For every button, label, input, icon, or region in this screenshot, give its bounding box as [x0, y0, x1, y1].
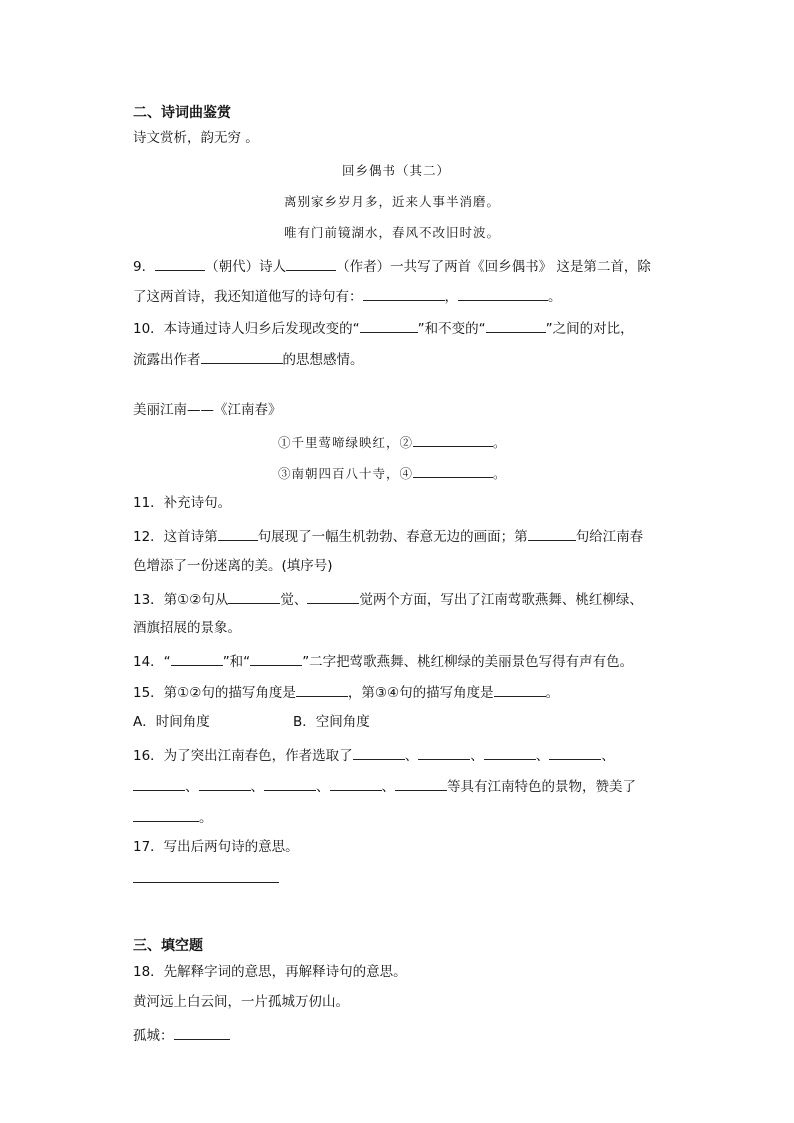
q9-text3: 了这两首诗，我还知道他写的诗句有： [133, 289, 363, 305]
q16-sep: 、 [185, 779, 199, 795]
q16-blank-9[interactable] [395, 776, 447, 791]
question-16-line1 [133, 745, 615, 765]
q14-blank-2[interactable] [250, 651, 302, 666]
poem2-blank-2[interactable] [413, 432, 493, 447]
question-18-term [133, 1025, 230, 1045]
q9-end: 。 [548, 289, 562, 305]
question-18-title: 18．先解释字词的意思，再解释诗句的意思。 [133, 964, 407, 980]
q16-sep: 、 [470, 748, 484, 764]
q9-dynasty-blank[interactable] [155, 256, 205, 271]
q12-text3: 句给江南春 [575, 529, 644, 545]
q16-blank-4[interactable] [549, 745, 601, 760]
q9-poem-blank-2[interactable] [458, 286, 548, 301]
q13-text3: 觉两个方面，写出了江南莺歌燕舞、桃红柳绿、 [359, 592, 643, 608]
q16-text1: 16．为了突出江南春色，作者选取了 [133, 748, 353, 764]
q18-term-blank[interactable] [174, 1025, 230, 1040]
q10-text2: ”和不变的“ [417, 321, 486, 337]
q9-text1: （朝代）诗人 [205, 259, 287, 275]
q10-text1: 10．本诗通过诗人归乡后发现改变的“ [133, 321, 360, 337]
q9-poem-blank-1[interactable] [363, 286, 445, 301]
q15-text2: ，第③④句的描写角度是 [347, 685, 494, 701]
question-13-line2: 酒旗招展的景象。 [133, 620, 241, 636]
q16-blank-6[interactable] [199, 776, 251, 791]
q16-sep: 、 [601, 748, 615, 764]
q13-text1: 13．第①②句从 [133, 592, 229, 608]
q13-blank-2[interactable] [307, 589, 359, 604]
section-2-intro: 诗文赏析，韵无穷 。 [133, 130, 259, 146]
q9-sep: ， [444, 289, 458, 305]
q14-text1: 14．“ [133, 654, 171, 670]
q12-text2: 句展现了一幅生机勃勃、春意无边的画面；第 [257, 529, 528, 545]
q17-answer-line[interactable] [133, 882, 279, 883]
q16-blank-3[interactable] [484, 745, 536, 760]
q14-text3: ”二字把莺歌燕舞、桃红柳绿的美丽景色写得有声有色。 [302, 654, 634, 670]
poem2-line1 [278, 432, 507, 452]
q16-blank-5[interactable] [133, 776, 185, 791]
q10-text5: 的思想感情。 [282, 352, 364, 368]
poem2-line2 [278, 463, 507, 483]
q16-blank-2[interactable] [418, 745, 470, 760]
q10-unchanged-blank[interactable] [486, 318, 546, 333]
question-12-line2: 色增添了一份迷离的美。(填序号) [133, 558, 333, 574]
poem1-line1: 离别家乡岁月多，近来人事半消磨。 [284, 194, 501, 209]
poem2-title: 美丽江南——《江南春》 [133, 402, 282, 418]
q15-text3: 。 [545, 685, 560, 701]
q12-blank-1[interactable] [218, 526, 258, 541]
poem2-line2-text: ③南朝四百八十寺，④ [278, 466, 414, 481]
question-16-line3 [133, 807, 213, 827]
q16-sep: 、 [316, 779, 330, 795]
question-10-line1 [133, 318, 634, 338]
poem2-blank-4[interactable] [413, 463, 493, 478]
q16-blank-10[interactable] [133, 807, 199, 822]
q9-text2: （作者）一共写了两首《回乡偶书》 这是第二首，除 [336, 259, 651, 275]
q12-text1: 12．这首诗第 [133, 529, 218, 545]
q16-text2: 等具有江南特色的景物，赞美了 [447, 779, 636, 795]
q9-number: 9． [133, 259, 156, 275]
q15-option-b[interactable]: B．空间角度 [293, 714, 370, 730]
question-17: 17．写出后两句诗的意思。 [133, 839, 299, 855]
poem1-title: 回乡偶书（其二） [342, 163, 451, 178]
q10-feeling-blank[interactable] [201, 349, 283, 364]
q16-blank-1[interactable] [353, 745, 405, 760]
question-11: 11．补充诗句。 [133, 495, 232, 511]
q14-text2: ”和“ [222, 654, 251, 670]
section-3-title: 三、填空题 [133, 938, 203, 954]
question-16-line2 [133, 776, 636, 796]
q16-sep: 、 [381, 779, 395, 795]
q16-sep: 、 [404, 748, 419, 764]
q12-blank-2[interactable] [528, 526, 576, 541]
q13-blank-1[interactable] [228, 589, 280, 604]
q10-text3: ”之间的对比， [545, 321, 634, 337]
q15-blank-1[interactable] [296, 682, 348, 697]
q15-option-a[interactable]: A．时间角度 [133, 714, 210, 730]
poem2-line2-end: 。 [493, 466, 507, 481]
q15-text1: 15．第①②句的描写角度是 [133, 685, 296, 701]
q16-sep: 、 [535, 748, 550, 764]
q16-sep: 、 [250, 779, 264, 795]
section-2-title: 二、诗词曲鉴赏 [133, 105, 231, 121]
poem2-line1-text: ①千里莺啼绿映红，② [278, 435, 414, 450]
q10-text4: 流露出作者 [133, 352, 201, 368]
q10-changed-blank[interactable] [360, 318, 418, 333]
q16-blank-7[interactable] [264, 776, 316, 791]
question-9-line2 [133, 286, 562, 306]
q18-term-label: 孤城： [133, 1028, 174, 1044]
q9-author-blank[interactable] [286, 256, 336, 271]
poem1-line2: 唯有门前镜湖水，春风不改旧时波。 [284, 225, 501, 240]
question-14 [133, 651, 633, 671]
question-13-line1 [133, 589, 643, 609]
question-15 [133, 682, 559, 702]
q14-blank-1[interactable] [171, 651, 223, 666]
poem2-line1-end: 。 [493, 435, 507, 450]
q16-blank-8[interactable] [330, 776, 382, 791]
question-18-poem: 黄河远上白云间，一片孤城万仞山。 [133, 994, 349, 1010]
question-10-line2 [133, 349, 364, 369]
question-9-line1 [133, 256, 651, 276]
q15-blank-2[interactable] [494, 682, 546, 697]
question-12-line1 [133, 526, 643, 546]
q16-text3: 。 [199, 810, 213, 826]
q13-text2: 觉、 [280, 592, 308, 608]
